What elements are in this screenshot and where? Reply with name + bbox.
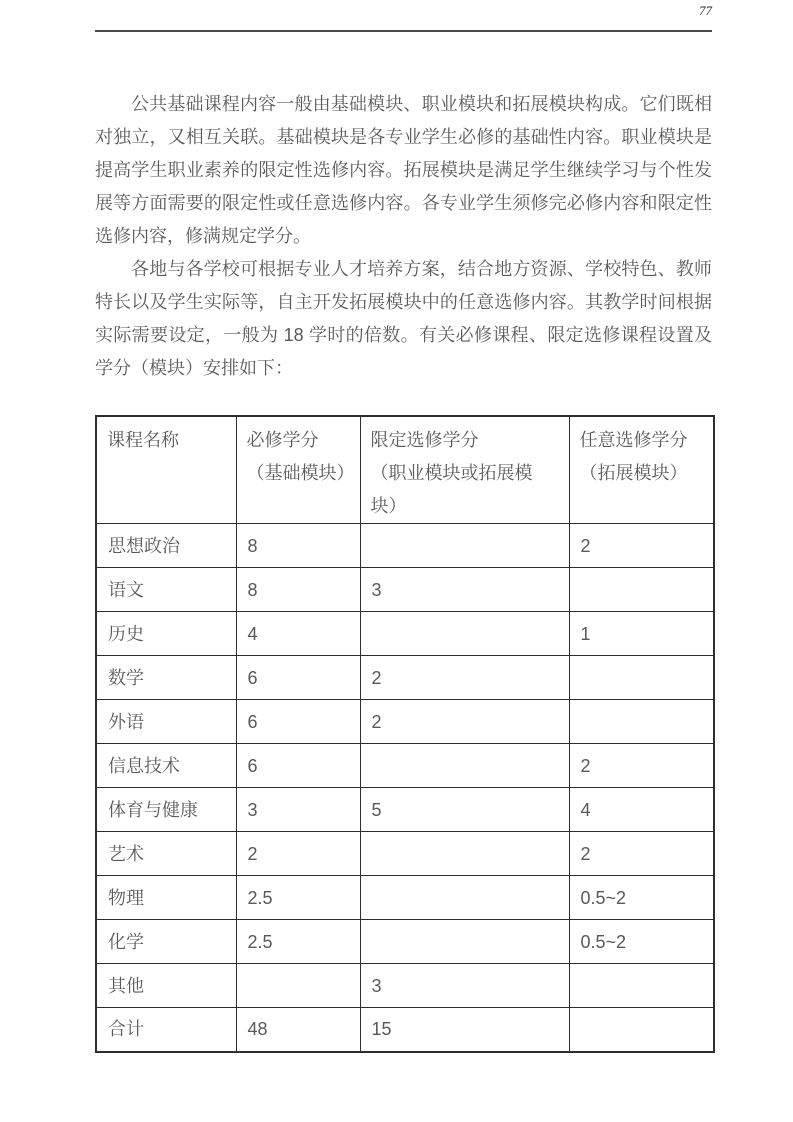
cell-optional	[569, 656, 714, 700]
cell-name: 合计	[96, 1008, 236, 1052]
course-credit-table	[95, 415, 715, 1053]
cell-name: 物理	[96, 876, 236, 920]
cell-optional: 1	[569, 612, 714, 656]
paragraph-line: 公共基础课程内容一般由基础模块、职业模块和拓展模块构成。它们既相	[131, 94, 712, 114]
column-header-line: （基础模块）	[246, 463, 355, 483]
table-row	[96, 612, 714, 656]
cell-optional: 4	[569, 788, 714, 832]
cell-name: 体育与健康	[96, 788, 236, 832]
column-header	[96, 416, 236, 524]
cell-required: 6	[236, 744, 360, 788]
cell-optional	[569, 700, 714, 744]
cell-name: 外语	[96, 700, 236, 744]
cell-limited	[360, 524, 569, 568]
paragraph-line: 展等方面需要的限定性或任意选修内容。各专业学生须修完必修内容和限定性	[95, 193, 712, 213]
table-row	[96, 656, 714, 700]
cell-name: 其他	[96, 964, 236, 1008]
paragraph-line: 各地与各学校可根据专业人才培养方案，结合地方资源、学校特色、教师	[131, 259, 712, 279]
table-row	[96, 964, 714, 1008]
column-header-line: 块）	[370, 496, 407, 516]
cell-optional	[569, 1008, 714, 1052]
header-rule	[95, 30, 712, 32]
cell-required: 8	[236, 568, 360, 612]
cell-limited: 3	[360, 964, 569, 1008]
cell-limited	[360, 920, 569, 964]
cell-limited: 3	[360, 568, 569, 612]
cell-limited: 15	[360, 1008, 569, 1052]
cell-required: 3	[236, 788, 360, 832]
table-row	[96, 920, 714, 964]
cell-optional	[569, 568, 714, 612]
course-table-body	[96, 524, 714, 1052]
cell-limited	[360, 612, 569, 656]
body-text	[95, 88, 712, 385]
cell-name: 语文	[96, 568, 236, 612]
column-header-line: 限定选修学分	[370, 430, 479, 450]
column-header-line: （职业模块或拓展模	[370, 463, 533, 483]
cell-optional	[569, 964, 714, 1008]
cell-required	[236, 964, 360, 1008]
cell-name: 思想政治	[96, 524, 236, 568]
cell-required: 6	[236, 700, 360, 744]
cell-required: 4	[236, 612, 360, 656]
cell-limited	[360, 876, 569, 920]
cell-required: 2.5	[236, 876, 360, 920]
table-row	[96, 524, 714, 568]
cell-limited: 2	[360, 700, 569, 744]
column-header	[569, 416, 714, 524]
cell-limited: 2	[360, 656, 569, 700]
cell-optional: 0.5~2	[569, 920, 714, 964]
column-header-line: 必修学分	[246, 430, 319, 450]
paragraph	[95, 253, 712, 385]
cell-required: 6	[236, 656, 360, 700]
column-header	[360, 416, 569, 524]
table-row	[96, 1008, 714, 1052]
table-row	[96, 568, 714, 612]
paragraph-line: 对独立，又相互关联。基础模块是各专业学生必修的基础性内容。职业模块是	[95, 127, 712, 147]
cell-name: 历史	[96, 612, 236, 656]
table-row	[96, 876, 714, 920]
column-header	[236, 416, 360, 524]
paragraph-line: 选修内容，修满规定学分。	[95, 226, 311, 246]
cell-name: 数学	[96, 656, 236, 700]
column-header-line: 课程名称	[107, 430, 179, 450]
cell-optional: 0.5~2	[569, 876, 714, 920]
cell-optional: 2	[569, 744, 714, 788]
cell-required: 2.5	[236, 920, 360, 964]
page-number: 77	[699, 3, 712, 18]
column-header-line: （拓展模块）	[579, 463, 688, 483]
table-row	[96, 744, 714, 788]
cell-limited	[360, 832, 569, 876]
column-header-line: 任意选修学分	[579, 430, 688, 450]
paragraph-line: 特长以及学生实际等，自主开发拓展模块中的任意选修内容。其教学时间根据	[95, 292, 712, 312]
cell-name: 艺术	[96, 832, 236, 876]
cell-name: 信息技术	[96, 744, 236, 788]
table-row	[96, 832, 714, 876]
paragraph-line: 学分（模块）安排如下：	[95, 358, 293, 378]
paragraph	[95, 88, 712, 253]
table-row	[96, 700, 714, 744]
table-header-row	[96, 416, 714, 524]
cell-limited	[360, 744, 569, 788]
cell-optional: 2	[569, 524, 714, 568]
cell-name: 化学	[96, 920, 236, 964]
cell-required: 2	[236, 832, 360, 876]
cell-optional: 2	[569, 832, 714, 876]
cell-required: 48	[236, 1008, 360, 1052]
cell-required: 8	[236, 524, 360, 568]
cell-limited: 5	[360, 788, 569, 832]
paragraph-line: 提高学生职业素养的限定性选修内容。拓展模块是满足学生继续学习与个性发	[95, 160, 712, 180]
paragraph-line: 实际需要设定，一般为 18 学时的倍数。有关必修课程、限定选修课程设置及	[95, 325, 712, 345]
table-row	[96, 788, 714, 832]
